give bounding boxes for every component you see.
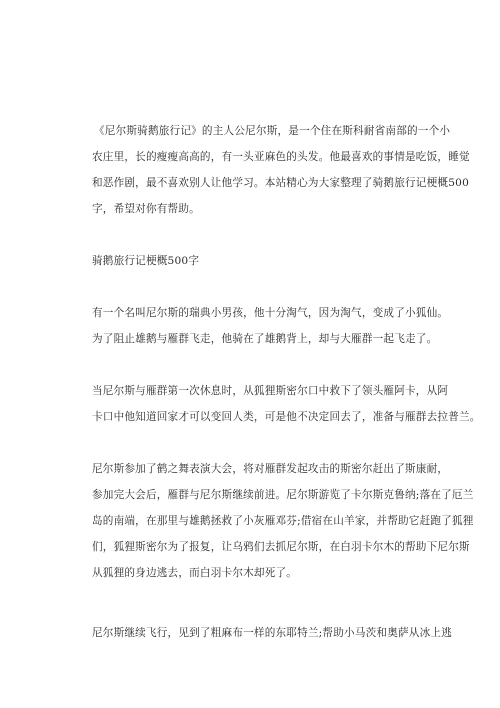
text-line: 为了阻止雄鹅与雁群飞走，他骑在了雄鹅背上，却与大雁群一起飞走了。	[92, 333, 438, 345]
section-heading	[92, 248, 387, 274]
text-line: 卡口中他知道回家才可以变回人类，可是他不决定回去了，准备与雁群去拉普兰。	[92, 411, 481, 423]
text-line: 农庄里，长的瘦瘦高高的，有一头亚麻色的头发。他最喜欢的事情是吃饭，睡觉	[92, 151, 470, 163]
paragraph-2	[92, 378, 481, 430]
text-line: 《尼尔斯骑鹅旅行记》的主人公尼尔斯，是一个住在斯科耐省南部的一个小	[94, 125, 451, 137]
heading-line: 骑鹅旅行记梗概500字	[92, 255, 200, 267]
text-line: 尼尔斯参加了鹤之舞表演大会，将对雁群发起攻击的斯密尔赶出了斯康耐，	[92, 463, 449, 475]
paragraph-1	[92, 300, 449, 352]
text-line: 从狐狸的身边逃去，而白羽卡尔木却死了。	[92, 567, 298, 579]
text-line: 岛的南端，在那里与雄鹅拯救了小灰雁邓芬;借宿在山羊家，并帮助它赶跑了狐狸	[92, 515, 474, 527]
text-line: 当尼尔斯与雁群第一次休息时，从狐狸斯密尔口中救下了领头雁阿卡，从阿	[92, 385, 449, 397]
paragraph-3	[92, 456, 474, 586]
text-line: 们，狐狸斯密尔为了报复，让乌鸦们去抓尼尔斯，在白羽卡尔木的帮助下尼尔斯	[92, 541, 470, 553]
text-line: 和恶作剧，最不喜欢别人让他学习。本站精心为大家整理了骑鹅旅行记梗概500	[92, 177, 470, 189]
paragraph-4	[92, 620, 452, 646]
text-line: 字，希望对你有帮助。	[92, 203, 200, 215]
text-line: 有一个名叫尼尔斯的瑞典小男孩，他十分淘气，因为淘气，变成了小狐仙。	[92, 307, 449, 319]
text-line: 参加完大会后，雁群与尼尔斯继续前进。尼尔斯游览了卡尔斯克鲁纳;落在了厄兰	[92, 489, 474, 501]
intro-paragraph	[92, 118, 470, 222]
text-line: 尼尔斯继续飞行，见到了粗麻布一样的东耶特兰;帮助小马茨和奥萨从冰上逃	[92, 627, 452, 639]
